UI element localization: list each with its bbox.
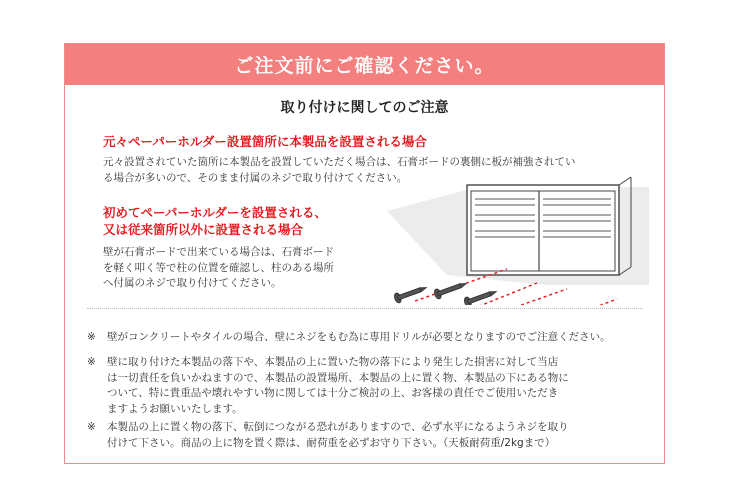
section2-line: へ付属のネジで取り付けてください。	[103, 277, 282, 289]
shelf-edge	[619, 177, 631, 185]
screw-icon	[463, 287, 497, 305]
note-text	[107, 355, 637, 417]
screw-icon	[433, 279, 467, 300]
section2-heading	[103, 204, 327, 238]
note-line: 付けて下さい。商品の上に物を置く際は、耐荷重を必ずお守り下さい。（天板耐荷重/2kgまで）	[107, 436, 556, 449]
note-mark: ※	[87, 331, 96, 343]
screw-icon	[393, 283, 427, 304]
note-mark: ※	[87, 356, 96, 368]
section2-heading-line: 初めてペーパーホルダーを設置される、	[103, 205, 327, 220]
note-text	[107, 330, 637, 346]
note-item	[87, 355, 637, 417]
note-line: ついて、特に貴重品や壊れやすい物に関しては十分ご検討の上、お客様の責任でご使用いただき	[107, 387, 559, 399]
note-line: ますようお願いいたします。	[107, 402, 243, 415]
section1-line: る場合が多いので、そのまま付属のネジで取り付けてください。	[103, 171, 408, 184]
notice-card	[64, 43, 665, 464]
section2-body	[103, 245, 383, 292]
notice-banner: ご注文前にご確認ください。	[65, 44, 664, 85]
section1-heading: 元々ペーパーホルダー設置箇所に本製品を設置される場合	[103, 134, 427, 149]
wall-screws-illustration	[387, 175, 649, 305]
section2-heading-line: 又は従来箇所以外に設置される場合	[103, 222, 304, 237]
note-mark: ※	[87, 421, 96, 433]
notice-title: 取り付けに関してのご注意	[280, 100, 449, 116]
note-item	[87, 420, 637, 451]
note-line: 本製品の上に置く物の落下、転倒につながる恐れがありますので、必ず水平になるようネジを取り	[107, 421, 569, 433]
section2-line: 壁が石膏ボードで出来ている場合は、石膏ボード	[103, 246, 334, 258]
section2-line: を軽く叩く等で柱の位置を確認し、柱のある場所	[103, 261, 334, 274]
note-line: 壁に取り付けた本製品の落下や、本製品の上に置いた物の落下により発生した損害に対して当店	[107, 356, 559, 368]
section-divider	[87, 308, 643, 309]
note-line: は一切責任を負いかねますので、本製品の設置場所、本製品の上に置く物、本製品の下にある物に	[107, 371, 569, 384]
note-line: 壁がコンクリートやタイルの場合、壁にネジをもむ為に専用ドリルが必要となりますのでご注意ください。	[107, 331, 611, 343]
section1-line: 元々設置されていた箇所に本製品を設置していただく場合は、石膏ボードの裏側に板が補強されてい	[103, 156, 576, 168]
note-item	[87, 330, 637, 346]
note-text	[107, 420, 637, 451]
screw-icons	[393, 279, 497, 305]
